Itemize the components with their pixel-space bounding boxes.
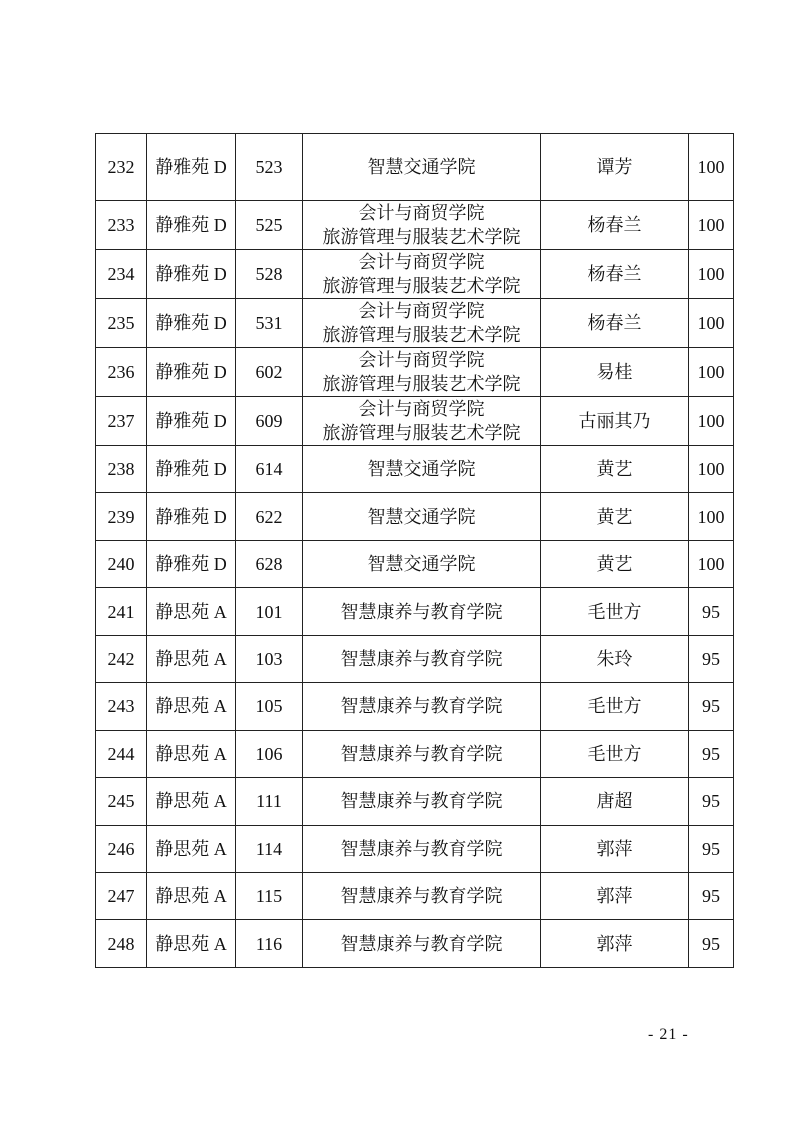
room-cell: 106 (236, 730, 303, 777)
table-row (96, 635, 734, 682)
college-cell (303, 540, 541, 587)
room-cell: 614 (236, 446, 303, 493)
college-line: 旅游管理与服装艺术学院 (322, 227, 521, 247)
score-cell: 100 (689, 446, 734, 493)
table-row (96, 872, 734, 919)
score-cell: 95 (689, 920, 734, 967)
college-cell (303, 348, 541, 397)
college-line: 旅游管理与服装艺术学院 (322, 325, 521, 345)
building-cell: 静雅苑 D (147, 397, 236, 446)
building-cell: 静雅苑 D (147, 348, 236, 397)
score-cell: 100 (689, 134, 734, 201)
college-line: 会计与商贸学院 (358, 203, 485, 223)
college-line: 智慧康养与教育学院 (340, 743, 503, 764)
college-line: 智慧康养与教育学院 (340, 791, 503, 812)
contact-name-cell: 黄艺 (541, 446, 689, 493)
table-row (96, 348, 734, 397)
row-number: 242 (96, 635, 147, 682)
contact-name-cell: 古丽其乃 (541, 397, 689, 446)
table-row (96, 250, 734, 299)
college-line: 智慧康养与教育学院 (340, 601, 503, 622)
score-cell: 95 (689, 825, 734, 872)
college-line: 智慧康养与教育学院 (340, 933, 503, 954)
contact-name-cell: 毛世方 (541, 588, 689, 635)
college-line: 会计与商贸学院 (358, 350, 485, 370)
college-cell (303, 872, 541, 919)
room-cell: 114 (236, 825, 303, 872)
college-line: 智慧交通学院 (367, 157, 476, 177)
college-cell (303, 201, 541, 250)
score-cell: 95 (689, 683, 734, 730)
row-number: 246 (96, 825, 147, 872)
row-number: 248 (96, 920, 147, 967)
room-cell: 103 (236, 635, 303, 682)
row-number: 239 (96, 493, 147, 540)
building-cell: 静雅苑 D (147, 201, 236, 250)
building-cell: 静思苑 A (147, 825, 236, 872)
college-line: 旅游管理与服装艺术学院 (322, 374, 521, 394)
row-number: 236 (96, 348, 147, 397)
row-number: 232 (96, 134, 147, 201)
room-cell: 609 (236, 397, 303, 446)
building-cell: 静思苑 A (147, 730, 236, 777)
contact-name-cell: 杨春兰 (541, 250, 689, 299)
college-line: 旅游管理与服装艺术学院 (322, 276, 521, 296)
college-line: 智慧康养与教育学院 (340, 838, 503, 859)
building-cell: 静思苑 A (147, 635, 236, 682)
room-cell: 105 (236, 683, 303, 730)
college-line: 会计与商贸学院 (358, 399, 485, 419)
contact-name-cell: 毛世方 (541, 683, 689, 730)
college-line: 智慧交通学院 (367, 554, 476, 575)
contact-name-cell: 黄艺 (541, 540, 689, 587)
table-row (96, 683, 734, 730)
room-cell: 111 (236, 778, 303, 825)
college-cell (303, 730, 541, 777)
row-number: 243 (96, 683, 147, 730)
college-cell (303, 134, 541, 201)
college-cell (303, 825, 541, 872)
contact-name-cell: 郭萍 (541, 872, 689, 919)
table-row (96, 201, 734, 250)
college-cell (303, 683, 541, 730)
score-cell: 95 (689, 778, 734, 825)
table-row (96, 588, 734, 635)
row-number: 247 (96, 872, 147, 919)
college-cell (303, 493, 541, 540)
table-row (96, 493, 734, 540)
contact-name-cell: 郭萍 (541, 825, 689, 872)
table-row (96, 299, 734, 348)
row-number: 240 (96, 540, 147, 587)
room-cell: 531 (236, 299, 303, 348)
building-cell: 静思苑 A (147, 778, 236, 825)
building-cell: 静雅苑 D (147, 299, 236, 348)
building-cell: 静雅苑 D (147, 493, 236, 540)
contact-name-cell: 杨春兰 (541, 299, 689, 348)
building-cell: 静思苑 A (147, 683, 236, 730)
row-number: 238 (96, 446, 147, 493)
row-number: 244 (96, 730, 147, 777)
dormitory-score-table (95, 133, 734, 968)
table-row (96, 920, 734, 967)
score-cell: 95 (689, 588, 734, 635)
contact-name-cell: 郭萍 (541, 920, 689, 967)
college-line: 会计与商贸学院 (358, 252, 485, 272)
score-cell: 100 (689, 250, 734, 299)
row-number: 237 (96, 397, 147, 446)
building-cell: 静雅苑 D (147, 446, 236, 493)
college-cell (303, 397, 541, 446)
score-cell: 100 (689, 299, 734, 348)
college-cell (303, 920, 541, 967)
room-cell: 523 (236, 134, 303, 201)
room-cell: 622 (236, 493, 303, 540)
contact-name-cell: 杨春兰 (541, 201, 689, 250)
contact-name-cell: 谭芳 (541, 134, 689, 201)
table-row (96, 825, 734, 872)
score-cell: 100 (689, 540, 734, 587)
score-cell: 100 (689, 348, 734, 397)
row-number: 234 (96, 250, 147, 299)
room-cell: 525 (236, 201, 303, 250)
college-line: 会计与商贸学院 (358, 301, 485, 321)
row-number: 245 (96, 778, 147, 825)
building-cell: 静雅苑 D (147, 540, 236, 587)
contact-name-cell: 黄艺 (541, 493, 689, 540)
score-cell: 100 (689, 493, 734, 540)
contact-name-cell: 易桂 (541, 348, 689, 397)
contact-name-cell: 朱玲 (541, 635, 689, 682)
building-cell: 静雅苑 D (147, 134, 236, 201)
college-line: 智慧交通学院 (367, 506, 476, 527)
score-cell: 95 (689, 872, 734, 919)
college-line: 智慧交通学院 (367, 459, 476, 480)
table-row (96, 778, 734, 825)
table-row (96, 446, 734, 493)
college-cell (303, 446, 541, 493)
page-number: - 21 - (648, 1026, 689, 1043)
college-line: 智慧康养与教育学院 (340, 886, 503, 907)
college-cell (303, 250, 541, 299)
row-number: 235 (96, 299, 147, 348)
room-cell: 528 (236, 250, 303, 299)
college-cell (303, 778, 541, 825)
college-line: 智慧康养与教育学院 (340, 648, 503, 669)
table-row (96, 730, 734, 777)
building-cell: 静思苑 A (147, 872, 236, 919)
building-cell: 静思苑 A (147, 588, 236, 635)
row-number: 241 (96, 588, 147, 635)
room-cell: 116 (236, 920, 303, 967)
contact-name-cell: 唐超 (541, 778, 689, 825)
college-line: 智慧康养与教育学院 (340, 696, 503, 717)
room-cell: 628 (236, 540, 303, 587)
room-cell: 602 (236, 348, 303, 397)
score-cell: 100 (689, 397, 734, 446)
college-cell (303, 635, 541, 682)
table-row (96, 540, 734, 587)
score-cell: 95 (689, 635, 734, 682)
college-cell (303, 299, 541, 348)
score-cell: 95 (689, 730, 734, 777)
college-line: 旅游管理与服装艺术学院 (322, 423, 521, 443)
row-number: 233 (96, 201, 147, 250)
table-row (96, 397, 734, 446)
building-cell: 静思苑 A (147, 920, 236, 967)
table-row (96, 134, 734, 201)
building-cell: 静雅苑 D (147, 250, 236, 299)
room-cell: 115 (236, 872, 303, 919)
college-cell (303, 588, 541, 635)
room-cell: 101 (236, 588, 303, 635)
score-cell: 100 (689, 201, 734, 250)
contact-name-cell: 毛世方 (541, 730, 689, 777)
